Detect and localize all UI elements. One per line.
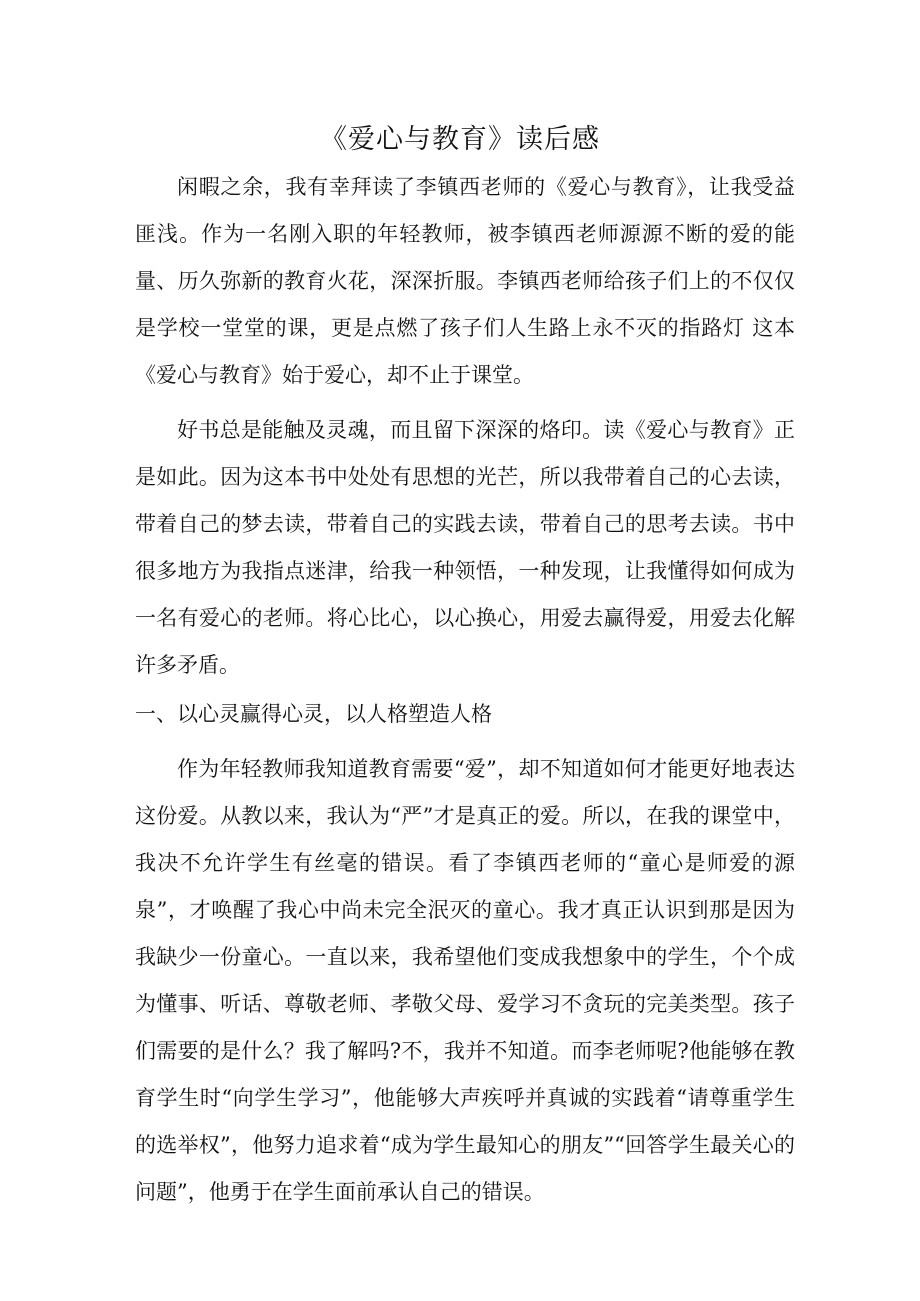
paragraph-section-body: 作为年轻教师我知道教育需要“爱”，却不知道如何才能更好地表达这份爱。从教以来，我认为“严”才是真正的爱。所以，在我的课堂中，我决不允许学生有丝毫的错误。看了李镇西老师的“童心是师爱的源泉”，才唤醒了我心中尚未完全泯灭的童心。我才真正认识到那是因为我缺少一份童心。一直以来，我希望他们变成我想象中的学生，个个成为懂事、听话、尊敬老师、孝敬父母、爱学习不贪玩的完美类型。孩子们需要的是什么？我了解吗?不，我并不知道。而李老师呢?他能够在教育学生时“向学生学习”，他能够大声疾呼并真诚的实践着“请尊重学生的选举权”，他努力追求着“成为学生最知心的朋友”“回答学生最关心的问题”，他勇于在学生面前承认自己的错误。: [135, 757, 795, 1204]
paragraph-good-books: 好书总是能触及灵魂，而且留下深深的烙印。读《爱心与教育》正是如此。因为这本书中处处有思想的光芒，所以我带着自己的心去读，带着自己的梦去读，带着自己的实践去读，带着自己的思考去读。书中很多地方为我指点迷津，给我一种领悟，一种发现，让我懂得如何成为一名有爱心的老师。将心比心，以心换心，用爱去赢得爱，用爱去化解许多矛盾。: [135, 418, 795, 677]
document-title: 《爱心与教育》读后感: [320, 124, 600, 155]
document-body: [135, 164, 795, 1216]
section-heading: 一、以心灵赢得心灵，以人格塑造人格: [135, 702, 492, 726]
paragraph-intro: 闲暇之余，我有幸拜读了李镇西老师的《爱心与教育》，让我受益匪浅。作为一名刚入职的年轻教师，被李镇西老师源源不断的爱的能量、历久弥新的教育火花，深深折服。李镇西老师给孩子们上的不仅仅是学校一堂堂的课，更是点燃了孩子们人生路上永不灭的指路灯 这本《爱心与教育》始于爱心，却不止于课堂。: [135, 175, 795, 387]
